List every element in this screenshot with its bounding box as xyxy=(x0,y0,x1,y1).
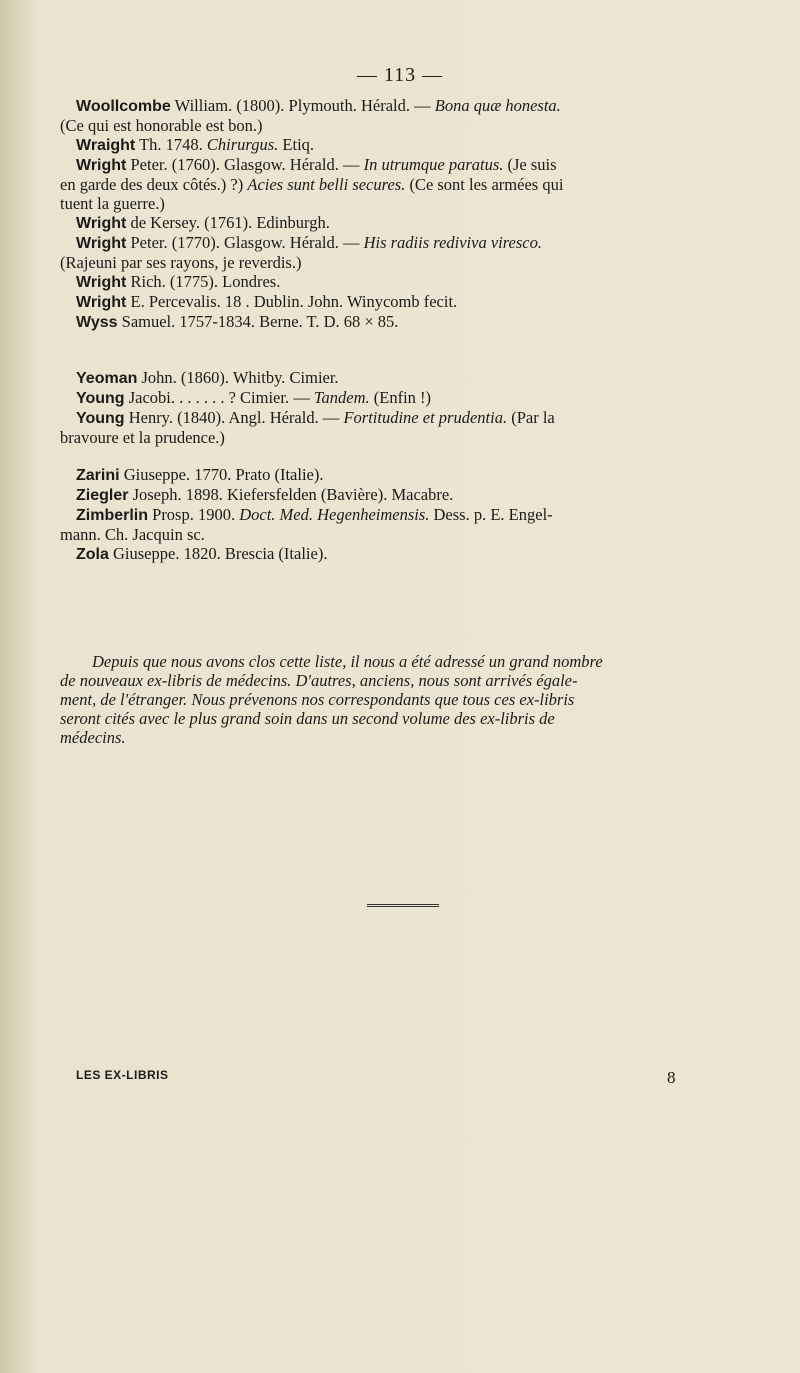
note-line: ment, de l'étranger. Nous prévenons nos correspondants que tous ces ex-libris xyxy=(60,690,575,709)
page-number: — 113 — xyxy=(356,64,444,86)
entry-name: Young xyxy=(76,390,125,407)
entry-name: Wright xyxy=(76,235,127,252)
entry-name: Wraight xyxy=(76,137,136,154)
list-item: Zarini Giuseppe. 1770. Prato (Italie). xyxy=(76,465,324,484)
note-line: de nouveaux ex-libris de médecins. D'autres, anciens, nous sont arrivés égale- xyxy=(60,671,578,690)
note-line: seront cités avec le plus grand soin dans un second volume des ex-libris de xyxy=(60,709,555,728)
entry-name: Wyss xyxy=(76,314,118,331)
list-item: Ziegler Joseph. 1898. Kiefersfelden (Bavière). Macabre. xyxy=(76,485,454,504)
entry-name: Wright xyxy=(76,215,127,232)
note-line: Depuis que nous avons clos cette liste, il nous a été adressé un grand nombre xyxy=(92,652,603,671)
entry-group-z xyxy=(60,465,750,564)
entry-continuation: bravoure et la prudence.) xyxy=(60,428,225,447)
list-item: Wyss Samuel. 1757-1834. Berne. T. D. 68 × 85. xyxy=(76,312,399,331)
entry-name: Zarini xyxy=(76,467,120,484)
entry-name: Zimberlin xyxy=(76,507,149,524)
list-item: Zola Giuseppe. 1820. Brescia (Italie). xyxy=(76,544,328,563)
list-item: Young Henry. (1840). Angl. Hérald. — Fortitudine et prudentia. (Par la xyxy=(76,408,555,427)
entry-name: Zola xyxy=(76,546,109,563)
list-item: Wright de Kersey. (1761). Edinburgh. xyxy=(76,213,330,232)
list-item: Yeoman John. (1860). Whitby. Cimier. xyxy=(76,368,339,387)
entry-group-y xyxy=(60,368,750,447)
entry-name: Young xyxy=(76,410,125,427)
list-item: Wraight Th. 1748. Chirurgus. Etiq. xyxy=(76,135,315,154)
entry-name: Wright xyxy=(76,157,127,174)
entry-name: Ziegler xyxy=(76,487,129,504)
list-item: Zimberlin Prosp. 1900. Doct. Med. Hegenheimensis. Dess. p. E. Engel- xyxy=(76,505,553,524)
list-item: Wright E. Percevalis. 18 . Dublin. John. Winycomb fecit. xyxy=(76,292,458,311)
list-item: Wright Rich. (1775). Londres. xyxy=(76,272,281,291)
list-item: Wright Peter. (1770). Glasgow. Hérald. — His radiis rediviva viresco. xyxy=(76,233,542,252)
entry-continuation: tuent la guerre.) xyxy=(60,194,165,213)
entry-continuation: (Rajeuni par ses rayons, je reverdis.) xyxy=(60,253,302,272)
entry-group-w xyxy=(60,96,750,332)
list-item: Wright Peter. (1760). Glasgow. Hérald. — In utrumque paratus. (Je suis xyxy=(76,155,557,174)
note-line: médecins. xyxy=(60,728,126,747)
entry-name: Yeoman xyxy=(76,370,138,387)
entry-name: Wright xyxy=(76,274,127,291)
entry-name: Woollcombe xyxy=(76,98,171,115)
footer-title: LES EX-LIBRIS xyxy=(76,1068,169,1082)
closing-note xyxy=(60,652,740,747)
list-item: Woollcombe William. (1800). Plymouth. Hérald. — Bona quæ honesta. xyxy=(76,96,561,115)
entry-continuation: (Ce qui est honorable est bon.) xyxy=(60,116,263,135)
signature-mark: 8 xyxy=(667,1068,676,1087)
list-item: Young Jacobi. . . . . . . ? Cimier. — Tandem. (Enfin !) xyxy=(76,388,432,407)
entry-continuation: mann. Ch. Jacquin sc. xyxy=(60,525,205,544)
divider-rule xyxy=(367,904,439,907)
entry-name: Wright xyxy=(76,294,127,311)
entry-continuation: en garde des deux côtés.) ?) Acies sunt belli secures. (Ce sont les armées qui xyxy=(60,175,564,194)
